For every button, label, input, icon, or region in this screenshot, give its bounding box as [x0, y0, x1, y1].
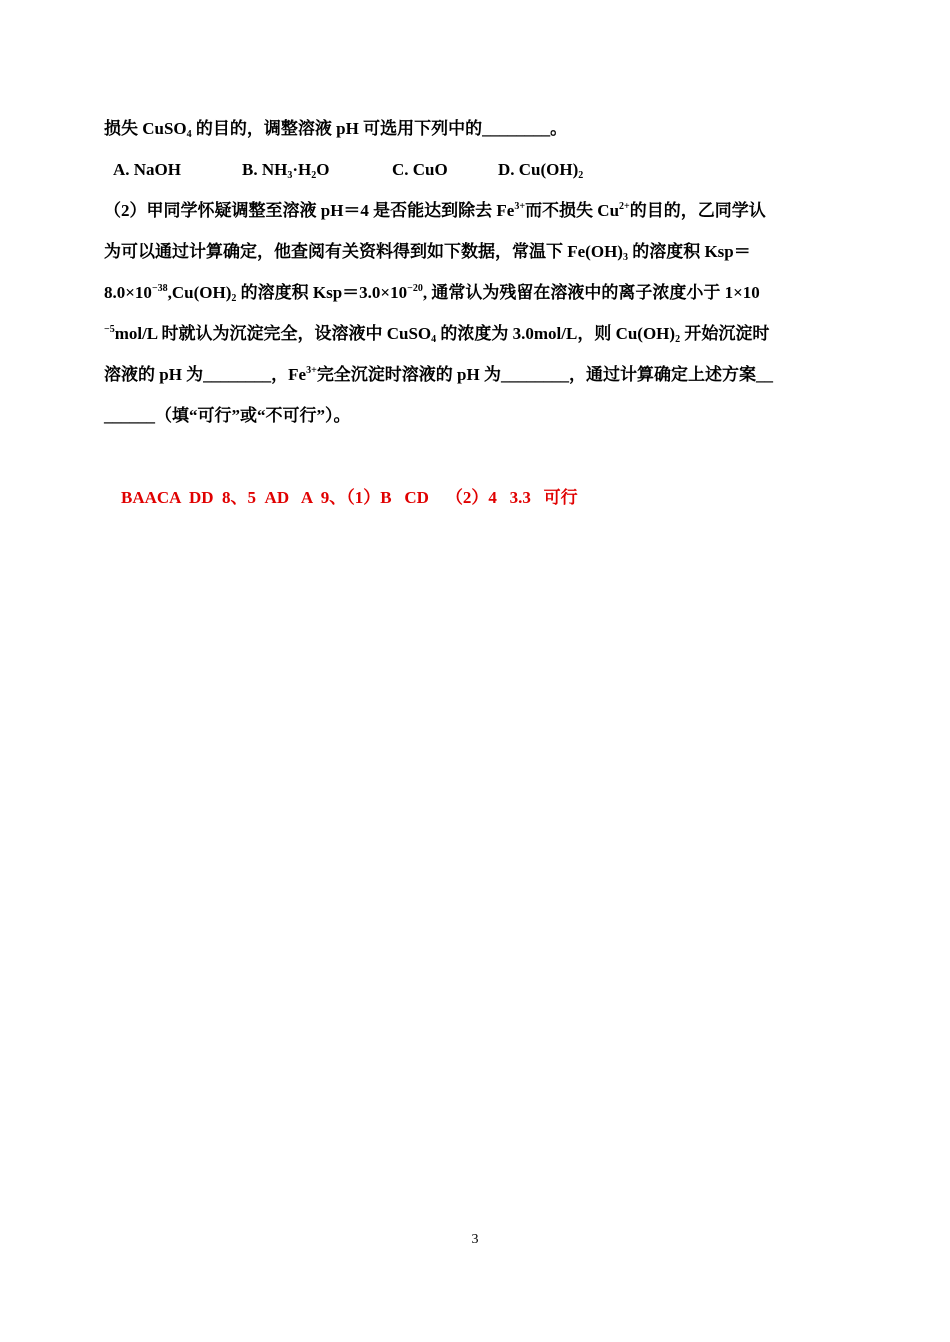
option-c: C. CuO — [392, 160, 448, 179]
question-line-1: 损失 CuSO$_4$ 的目的，调整溶液 pH 可选用下列中的________。 — [104, 119, 568, 140]
question-line-6: $^{-5}$mol/L 时就认为沉淀完全，设溶液中 CuSO$_4$ 的浓度为 3.0mol/L，则 $Cu(OH)_2$ 开始沉淀时 — [104, 324, 770, 345]
question-line-5: $8.0\times 10^{-38},Cu(OH)_2$ 的溶度积 $Ksp=3.0\times 10^{-20}$, 通常认为残留在溶液中的离子浓度小于 1×10 — [104, 283, 760, 304]
question-line-7: 溶液的 pH 为________，$Fe^{3+}$完全沉淀时溶液的 pH 为________，通过计算确定上述方案__ — [104, 365, 773, 384]
answer-key: BAACA DD 8、5 AD A 9、（1）B CD （2）4 3.3 可行 — [121, 488, 578, 507]
document-body — [104, 108, 849, 507]
option-b: B. $NH_3\cdot H_2O$ — [242, 160, 330, 181]
question-line-8: ______（填“可行”或“不可行”）。 — [104, 406, 351, 425]
answer-options — [104, 149, 849, 190]
option-d: D. $Cu(OH)_2$ — [498, 160, 584, 181]
page-number: 3 — [471, 1232, 479, 1247]
question-line-3: （2）甲同学怀疑调整至溶液 pH＝4 是否能达到除去 $Fe^{3+}$而不损失 $Cu^{2+}$的目的，乙同学认 — [104, 201, 766, 220]
question-line-4: 为可以通过计算确定，他查阅有关资料得到如下数据，常温下 $Fe(OH)_3$ 的溶度积 Ksp＝ — [104, 242, 751, 263]
option-a: A. NaOH — [113, 160, 181, 179]
